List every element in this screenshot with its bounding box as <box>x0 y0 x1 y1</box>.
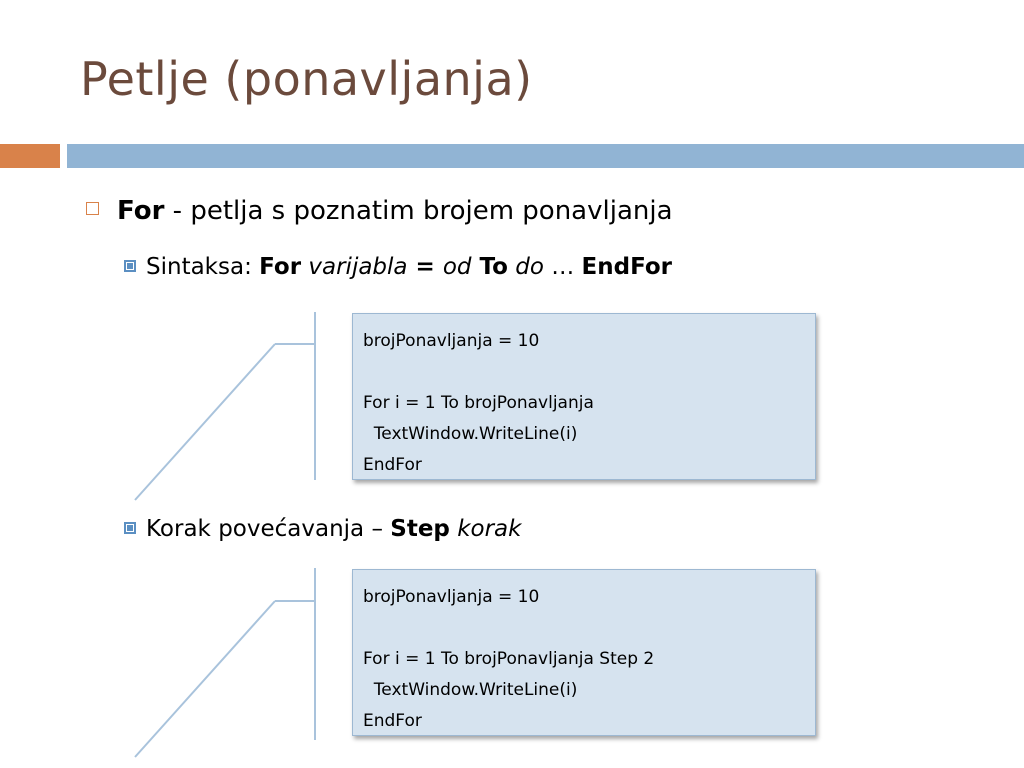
code-line: For i = 1 To brojPonavljanja Step 2 <box>363 649 655 669</box>
code-line: For i = 1 To brojPonavljanja <box>363 393 594 413</box>
syntax-variable: varijabla <box>301 254 408 280</box>
bullet-keyword: For <box>117 196 165 226</box>
slide-title: Petlje (ponavljanja) <box>80 52 533 106</box>
step-keyword: Step <box>390 516 450 542</box>
code-example-step-box <box>352 569 816 736</box>
code-line <box>363 357 805 388</box>
code-line: TextWindow.WriteLine(i) <box>363 680 578 700</box>
step-label: Korak povećavanja – <box>146 516 391 542</box>
syntax-equals: = <box>407 254 443 280</box>
syntax-to-value: do <box>507 254 544 280</box>
callout-bracket-2 <box>135 568 315 757</box>
code-line <box>363 613 805 644</box>
syntax-endfor: EndFor <box>581 254 673 280</box>
code-example-box <box>352 313 816 480</box>
syntax-from: od <box>442 254 472 280</box>
bullet-text: - petlja s poznatim brojem ponavljanja <box>164 196 673 226</box>
code-line: brojPonavljanja = 10 <box>363 587 540 607</box>
code-line: brojPonavljanja = 10 <box>363 331 540 351</box>
syntax-to: To <box>471 254 508 280</box>
code-line: TextWindow.WriteLine(i) <box>363 424 578 444</box>
step-word: korak <box>449 516 522 542</box>
code-line: EndFor <box>363 711 422 731</box>
syntax-dots: … <box>543 254 582 280</box>
code-line: EndFor <box>363 455 422 475</box>
callout-bracket-1 <box>135 312 315 500</box>
syntax-label: Sintaksa: <box>146 254 260 280</box>
syntax-for: For <box>259 254 302 280</box>
